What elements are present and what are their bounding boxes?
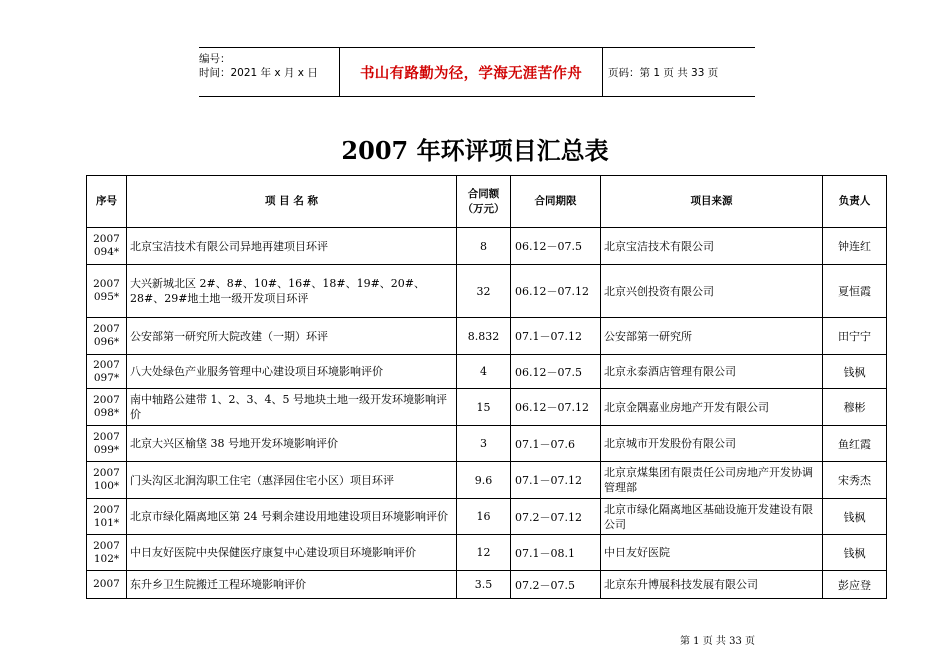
cell-owner: 钱枫: [823, 535, 887, 571]
cell-period: 06.12－07.12: [511, 265, 601, 318]
table-row: [87, 535, 887, 571]
cell-name: 南中轴路公建带 1、2、3、4、5 号地块土地一级开发环境影响评价: [127, 389, 457, 426]
cell-owner: 钟连红: [823, 228, 887, 265]
cell-owner: 穆彬: [823, 389, 887, 426]
header-period: 合同期限: [511, 176, 601, 228]
cell-no: 2007 099*: [87, 426, 127, 462]
page-title: 2007 年环评项目汇总表: [341, 136, 609, 165]
cell-source: 公安部第一研究所: [601, 318, 823, 355]
cell-amount: 15: [457, 389, 511, 426]
table-row: [87, 355, 887, 389]
cell-no: 2007 102*: [87, 535, 127, 571]
cell-no: 2007 098*: [87, 389, 127, 426]
cell-source: 北京京煤集团有限责任公司房地产开发协调管理部: [601, 462, 823, 499]
cell-period: 06.12－07.5: [511, 355, 601, 389]
cell-name: 中日友好医院中央保健医疗康复中心建设项目环境影响评价: [127, 535, 457, 571]
cell-period: 07.1－07.12: [511, 318, 601, 355]
cell-period: 07.2－07.5: [511, 571, 601, 599]
cell-source: 北京市绿化隔离地区基础设施开发建设有限公司: [601, 499, 823, 535]
cell-name: 门头沟区北涧沟职工住宅（惠泽园住宅小区）项目环评: [127, 462, 457, 499]
cell-amount: 16: [457, 499, 511, 535]
cell-no: 2007 096*: [87, 318, 127, 355]
cell-source: 北京宝洁技术有限公司: [601, 228, 823, 265]
cell-period: 07.1－08.1: [511, 535, 601, 571]
table-row: [87, 389, 887, 426]
cell-no: 2007 097*: [87, 355, 127, 389]
header-amount: 合同额（万元）: [457, 176, 511, 228]
cell-no: 2007: [87, 571, 127, 599]
cell-amount: 4: [457, 355, 511, 389]
cell-source: 中日友好医院: [601, 535, 823, 571]
cell-period: 07.2－07.12: [511, 499, 601, 535]
cell-amount: 3.5: [457, 571, 511, 599]
cell-amount: 12: [457, 535, 511, 571]
header-no: 序号: [87, 176, 127, 228]
cell-amount: 32: [457, 265, 511, 318]
page-label: 页码：第 1 页 共 33 页: [608, 66, 719, 79]
cell-period: 06.12－07.12: [511, 389, 601, 426]
cell-period: 07.1－07.6: [511, 426, 601, 462]
page-footer: 第 1 页 共 33 页: [680, 636, 755, 647]
table-row: [87, 265, 887, 318]
cell-owner: 夏恒霞: [823, 265, 887, 318]
cell-no: 2007 101*: [87, 499, 127, 535]
cell-period: 06.12－07.5: [511, 228, 601, 265]
table-row: [87, 571, 887, 599]
table-row: [87, 426, 887, 462]
cell-source: 北京金隅嘉业房地产开发有限公司: [601, 389, 823, 426]
cell-source: 北京东升博展科技发展有限公司: [601, 571, 823, 599]
cell-name: 北京市绿化隔离地区第 24 号剩余建设用地建设项目环境影响评价: [127, 499, 457, 535]
cell-owner: 钱枫: [823, 499, 887, 535]
cell-amount: 9.6: [457, 462, 511, 499]
cell-amount: 8: [457, 228, 511, 265]
cell-name: 北京大兴区榆垡 38 号地开发环境影响评价: [127, 426, 457, 462]
code-label: 编号：: [199, 53, 231, 65]
cell-name: 北京宝洁技术有限公司异地再建项目环评: [127, 228, 457, 265]
cell-name: 东升乡卫生院搬迁工程环境影响评价: [127, 571, 457, 599]
cell-name: 大兴新城北区 2#、8#、10#、16#、18#、19#、20#、28#、29#地土地一级开发项目环评: [127, 265, 457, 318]
table-row: [87, 228, 887, 265]
cell-owner: 鱼红霞: [823, 426, 887, 462]
project-table: [86, 175, 887, 599]
time-label: 时间：2021 年 x 月 x 日: [199, 67, 318, 79]
cell-source: 北京永泰酒店管理有限公司: [601, 355, 823, 389]
table-row: [87, 318, 887, 355]
table-row: [87, 462, 887, 499]
cell-no: 2007 100*: [87, 462, 127, 499]
cell-period: 07.1－07.12: [511, 462, 601, 499]
cell-amount: 8.832: [457, 318, 511, 355]
table-row: [87, 499, 887, 535]
table-header-row: [87, 176, 887, 228]
cell-amount: 3: [457, 426, 511, 462]
header-owner: 负责人: [823, 176, 887, 228]
header-source: 项目来源: [601, 176, 823, 228]
motto: 书山有路勤为径，学海无涯苦作舟: [339, 48, 603, 96]
cell-owner: 田宁宁: [823, 318, 887, 355]
header-left-cell: [199, 48, 339, 100]
cell-owner: 钱枫: [823, 355, 887, 389]
cell-source: 北京兴创投资有限公司: [601, 265, 823, 318]
header-name: 项 目 名 称: [127, 176, 457, 228]
cell-no: 2007 094*: [87, 228, 127, 265]
cell-name: 公安部第一研究所大院改建（一期）环评: [127, 318, 457, 355]
cell-name: 八大处绿色产业服务管理中心建设项目环境影响评价: [127, 355, 457, 389]
cell-owner: 彭应登: [823, 571, 887, 599]
document-header: [199, 47, 755, 97]
cell-owner: 宋秀杰: [823, 462, 887, 499]
cell-no: 2007 095*: [87, 265, 127, 318]
cell-source: 北京城市开发股份有限公司: [601, 426, 823, 462]
